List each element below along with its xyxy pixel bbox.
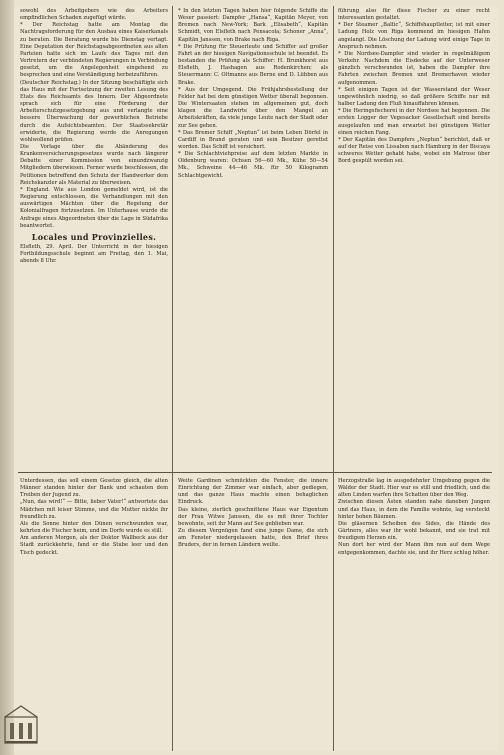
feuilleton-paragraph: Unterdessen, das soll einem Gesetze gleich, die alten Männer standen hinter der Bank und schauten dem Treiben der Jugend zu. [20, 478, 168, 499]
column-rule-1 [172, 6, 173, 751]
column-1-paragraph: Die Vorlage über die Abänderung des Krankenversicherungsgesetzes wurde nach längerer Debatte einer Kommission von einundzwanzig Mitgliedern überwiesen. Ferner wurde beschlossen, die Petitionen betreffend den Schutz der Handwerker dem Reichskanzler als Material zu überweisen. [20, 143, 168, 186]
section-heading-locales: Locales und Provinzielles. [31, 231, 157, 242]
column-2-paragraph: * Aus der Umgegend. Die Frühjahrsbestellung der Felder hat bei dem günstigen Wetter überall begonnen. Die Wintersaaten stehen im allgemeinen gut, doch klagen die Landwirte über den Mangel an Arbeitskräften, da viele junge Leute nach der Stadt oder zur See gehen. [178, 86, 328, 129]
column-1-lower [20, 478, 168, 740]
column-3-paragraph: * Die Heringsfischerei in der Nordsee hat begonnen. Die ersten Logger der Vegesacker Gesellschaft sind bereits ausgelaufen und man erwartet bei günstigem Wetter einen reichen Fang. [338, 108, 490, 136]
feuilleton-paragraph: Am anderen Morgen, als der Doktor Wallbeck aus der Stadt zurückkehrte, fand er die Stube leer und den Tisch gedeckt. [20, 535, 168, 556]
column-2-paragraph: * Die Prüfung für Steuerleute und Schiffer auf großer Fahrt an der hiesigen Navigationsschule ist beendet. Es bestanden die Prüfung als Schiffer: H. Brunkhorst aus Elsfleth, J. Hashagen aus Rodenkirchen; als Steuermann: C. Oltmanns aus Berne und D. Lübben aus Brake. [178, 43, 328, 86]
column-2-paragraph: * Das Bremer Schiff „Neptun“ ist beim Leben Dörfel in Cardiff in Brand geraten und sein Besitzer gerettet worden. Das Schiff ist versichert. [178, 129, 328, 150]
column-3-paragraph: * Die Nordsee-Dampfer sind wieder in regelmäßigem Verkehr. Nachdem die Eisdecke auf der Unterweser gänzlich verschwunden ist, haben die Dampfer ihre Fahrten zwischen Bremen und Bremerhaven wieder aufgenommen. [338, 50, 490, 86]
column-rule-2 [333, 6, 334, 751]
column-3-paragraph: * Der Kapitän des Dampfers „Neptun“ berichtet, daß er auf der Reise von Lissabon nach Hamburg in der Biscaya schweres Wetter gehabt habe, wobei ein Matrose über Bord gespült worden sei. [338, 136, 490, 165]
feuilleton-paragraph: Zwischen diesen Ästen standen nahe daneben Jungen und das Haus, in dem die Familie wohnte, lag versteckt hinter hohen Bäumen. [338, 499, 490, 520]
feuilleton-divider [18, 472, 492, 473]
page-edge-shadow [0, 0, 14, 755]
feuilleton-paragraph: Nun dort her wird der Mann ihm nun auf dem Wege entgegenkommen, dachte sie, und ihr Herz schlug höher. [338, 542, 490, 556]
feuilleton-paragraph: Die gläsernen Scheiben des Sides, die Hände des Gärtners, alles war ihr wohl bekannt, und sie trat mit freudigem Herzen ein. [338, 520, 490, 542]
column-1-paragraph: * England. Wie aus London gemeldet wird, ist die Regierung entschlossen, die Verhandlungen mit den auswärtigen Mächten über die Regelung der Kolonialfragen fortzusetzen. Im Unterhause wurde die Anfrage eines Abgeordneten über die Lage in Südafrika beantwortet. [20, 186, 168, 229]
feuilleton-paragraph: Als die Sonne hinter den Dünen verschwunden war, kehrten die Fischer heim, und im Dorfe wurde es still. [20, 520, 168, 535]
column-1-paragraph: (Deutscher Reichstag.) In der Sitzung beschäftigte sich das Haus mit der Fortsetzung der zweiten Lesung des Etats des Reichsamts des Innern. Der Abgeordnete sprach sich für eine Förderung der Arbeiterschutzgesetzgebung aus und verlangte eine bessere Überwachung der gewerblichen Betriebe durch die Aufsichtsbeamten. Der Staatssekretär erwiderte, die Regierung werde die Anregungen wohlwollend prüfen. [20, 79, 168, 143]
column-1-intro: sowohl des Arbeitgebers wie des Arbeiters empfindlichen Schaden zugefügt würde. [20, 8, 168, 22]
column-3-paragraph: * Seit einigen Tagen ist der Wasserstand der Weser ungewöhnlich niedrig, so daß größere Schiffe nur mit halber Ladung den Fluß hinauffahren können. [338, 86, 490, 108]
column-3-paragraph: führung also für diese Fischer zu einer recht interessanten gestaltet. [338, 8, 490, 22]
feuilleton-paragraph: „Nun, das wird!“ — Bitte, lieber Vater!“ antwortete das Mädchen mit leiser Stimme, und die Mutter nickte ihr freundlich zu. [20, 499, 168, 520]
column-1-local-news: Elsfleth, 29. April. Der Unterricht in der hiesigen Fortbildungsschule beginnt am Freitag, den 1. Mai, abends 8 Uhr. [20, 243, 168, 265]
library-stamp-icon [2, 703, 40, 747]
column-1-paragraph: * Der Reichstag hatte am Montag die Nachtragsforderung für den Ausbau eines Kaiserkanals zu beraten. Die Beratung wurde bis Dienstag vertagt. Eine Deputation der Reichstagsabgeordneten aus allen Parteien hatte sich im Laufe des Tages mit den Vertretern der verbündeten Regierungen in Verbindung gesetzt, um die Angelegenheit eingehend zu besprechen und eine Verständigung herbeizuführen. [20, 22, 168, 79]
column-3-paragraph: * Der Steamer „Baltic“, Schiffshauptleiter, ist mit einer Ladung Holz von Riga kommend im hiesigen Hafen angelangt. Die Löschung der Ladung wird einige Tage in Anspruch nehmen. [338, 22, 490, 50]
column-3-upper [338, 8, 490, 466]
column-2-paragraph: * Die Schlachtviehpreise auf dem letzten Markte in Oldenburg waren: Ochsen 56—60 Mk., Kühe 50—54 Mk., Schweine 44—46 Mk. für 50 Kilogramm Schlachtgewicht. [178, 151, 328, 179]
newspaper-page [14, 6, 498, 751]
column-3-lower [338, 478, 490, 740]
feuilleton-paragraph: Zu diesem Vergnügen fand eine junge Dame, die sich am Fenster niedergelassen hatte, den Brief ihres Bruders, der in fernen Ländern weilte. [178, 528, 328, 549]
feuilleton-paragraph: Herzogstraße lag in ausgedehnter Umgebung gegen die Wälder der Stadt. Hier war es still und friedlich, und die alten Linden warfen ihre Schatten über den Weg. [338, 478, 490, 499]
column-1-upper [20, 8, 168, 466]
feuilleton-paragraph: Das kleine, zierlich geschnittene Haus war Eigentum der Frau Witwe Janssen, die es mit ihrer Tochter bewohnte, seit ihr Mann auf See geblieben war. [178, 506, 328, 527]
column-2-lower [178, 478, 328, 740]
feuilleton-paragraph: Weite Gardinen schmückten die Fenster, die innere Einrichtung der Zimmer war einfach, aber gediegen, und das ganze Haus machte einen behaglichen Eindruck. [178, 478, 328, 506]
column-2-upper [178, 8, 328, 466]
column-2-paragraph: * In den letzten Tagen haben hier folgende Schiffe die Weser passiert: Dampfer „Hansa“, Kapitän Meyer, von Bremen nach New-York; Bark „Elisabeth“, Kapitän Schmidt, von Elsfleth nach Pensacola; Schoner „Anna“, Kapitän Janssen, von Brake nach Riga. [178, 8, 328, 43]
